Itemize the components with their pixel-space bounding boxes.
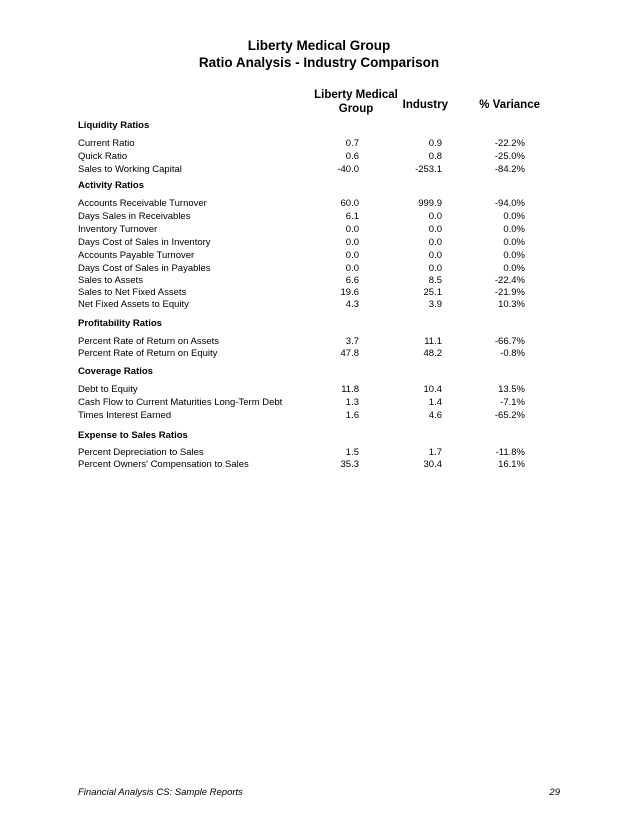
row-company-value: 1.6 xyxy=(345,410,359,421)
row-industry-value: 0.0 xyxy=(428,263,442,274)
row-label: Current Ratio xyxy=(78,138,135,149)
row-label: Percent Rate of Return on Equity xyxy=(78,348,218,359)
column-header-company-line1: Liberty Medical xyxy=(314,89,398,101)
row-label: Sales to Net Fixed Assets xyxy=(78,287,187,298)
row-label: Days Sales in Receivables xyxy=(78,211,191,222)
row-company-value: -40.0 xyxy=(337,164,359,175)
row-company-value: 0.6 xyxy=(345,151,359,162)
row-company-value: 0.0 xyxy=(345,263,359,274)
row-variance-value: -7.1% xyxy=(500,397,525,408)
row-label: Days Cost of Sales in Payables xyxy=(78,263,211,274)
footer-page-number: 29 xyxy=(549,787,560,798)
table-row xyxy=(0,287,638,299)
table-row xyxy=(0,275,638,287)
row-industry-value: 48.2 xyxy=(423,348,442,359)
row-variance-value: 16.1% xyxy=(498,459,525,470)
table-row xyxy=(0,151,638,163)
row-variance-value: -66.7% xyxy=(494,336,525,347)
section-heading-coverage: Coverage Ratios xyxy=(78,366,153,377)
row-company-value: 0.7 xyxy=(345,138,359,149)
row-industry-value: 0.0 xyxy=(428,224,442,235)
table-row xyxy=(0,410,638,422)
row-variance-value: 0.0% xyxy=(503,211,525,222)
row-company-value: 60.0 xyxy=(340,198,359,209)
table-row xyxy=(0,299,638,311)
row-company-value: 1.5 xyxy=(345,447,359,458)
row-company-value: 47.8 xyxy=(340,348,359,359)
row-industry-value: 3.9 xyxy=(428,299,442,310)
row-variance-value: 0.0% xyxy=(503,224,525,235)
row-label: Quick Ratio xyxy=(78,151,128,162)
row-variance-value: -25.0% xyxy=(494,151,525,162)
row-company-value: 1.3 xyxy=(345,397,359,408)
row-industry-value: 1.7 xyxy=(428,447,442,458)
row-variance-value: -65.2% xyxy=(494,410,525,421)
table-row xyxy=(0,336,638,348)
table-row xyxy=(0,211,638,223)
report-title: Ratio Analysis - Industry Comparison xyxy=(198,55,440,70)
row-company-value: 6.1 xyxy=(345,211,359,222)
row-variance-value: 10.3% xyxy=(498,299,525,310)
row-label: Days Cost of Sales in Inventory xyxy=(78,237,211,248)
row-company-value: 19.6 xyxy=(340,287,359,298)
table-row xyxy=(0,237,638,249)
section-heading-liquidity: Liquidity Ratios xyxy=(78,120,150,131)
row-company-value: 4.3 xyxy=(345,299,359,310)
row-company-value: 0.0 xyxy=(345,250,359,261)
table-row xyxy=(0,447,638,459)
row-variance-value: -22.4% xyxy=(494,275,525,286)
row-industry-value: 11.1 xyxy=(424,336,442,347)
row-label: Accounts Receivable Turnover xyxy=(78,198,207,209)
report-company-title: Liberty Medical Group xyxy=(247,38,391,53)
row-label: Debt to Equity xyxy=(78,384,138,395)
row-industry-value: 0.0 xyxy=(428,211,442,222)
row-company-value: 35.3 xyxy=(340,459,359,470)
row-variance-value: -21.9% xyxy=(494,287,525,298)
row-company-value: 3.7 xyxy=(345,336,359,347)
column-header-company-line2: Group xyxy=(338,103,374,115)
table-row xyxy=(0,263,638,275)
section-heading-profitability: Profitability Ratios xyxy=(78,318,162,329)
row-label: Accounts Payable Turnover xyxy=(78,250,195,261)
row-company-value: 6.6 xyxy=(345,275,359,286)
table-row xyxy=(0,459,638,471)
column-header-industry: Industry xyxy=(402,99,448,111)
table-row xyxy=(0,397,638,409)
row-industry-value: 10.4 xyxy=(423,384,442,395)
row-industry-value: 30.4 xyxy=(423,459,442,470)
row-variance-value: 13.5% xyxy=(498,384,525,395)
row-label: Percent Owners' Compensation to Sales xyxy=(78,459,249,470)
section-heading-expense-to-sales: Expense to Sales Ratios xyxy=(78,430,188,441)
row-variance-value: 0.0% xyxy=(503,250,525,261)
row-industry-value: 0.8 xyxy=(428,151,442,162)
row-variance-value: -22.2% xyxy=(494,138,525,149)
row-label: Sales to Assets xyxy=(78,275,143,286)
row-variance-value: 0.0% xyxy=(503,237,525,248)
column-header-variance: % Variance xyxy=(479,99,540,111)
row-label: Sales to Working Capital xyxy=(78,164,182,175)
row-label: Percent Depreciation to Sales xyxy=(78,447,204,458)
row-company-value: 11.8 xyxy=(341,384,359,395)
row-industry-value: 25.1 xyxy=(423,287,442,298)
row-industry-value: 0.0 xyxy=(428,250,442,261)
row-company-value: 0.0 xyxy=(345,237,359,248)
footer-document-name: Financial Analysis CS: Sample Reports xyxy=(78,787,243,798)
row-variance-value: -11.8% xyxy=(495,447,525,458)
row-variance-value: -0.8% xyxy=(500,348,525,359)
row-industry-value: 8.5 xyxy=(428,275,442,286)
row-industry-value: -253.1 xyxy=(415,164,442,175)
row-industry-value: 1.4 xyxy=(428,397,442,408)
table-row xyxy=(0,348,638,360)
row-industry-value: 0.9 xyxy=(428,138,442,149)
table-row xyxy=(0,198,638,210)
section-heading-activity: Activity Ratios xyxy=(78,180,144,191)
row-industry-value: 4.6 xyxy=(428,410,442,421)
table-row xyxy=(0,224,638,236)
row-label: Inventory Turnover xyxy=(78,224,158,235)
table-row xyxy=(0,250,638,262)
table-row xyxy=(0,138,638,150)
row-label: Percent Rate of Return on Assets xyxy=(78,336,219,347)
table-row xyxy=(0,164,638,176)
row-variance-value: -84.2% xyxy=(494,164,525,175)
row-variance-value: 0.0% xyxy=(503,263,525,274)
row-variance-value: -94.0% xyxy=(494,198,525,209)
table-row xyxy=(0,384,638,396)
row-company-value: 0.0 xyxy=(345,224,359,235)
row-industry-value: 0.0 xyxy=(428,237,442,248)
row-industry-value: 999.9 xyxy=(418,198,442,209)
row-label: Cash Flow to Current Maturities Long-Term Debt xyxy=(78,397,283,408)
row-label: Times Interest Earned xyxy=(78,410,172,421)
row-label: Net Fixed Assets to Equity xyxy=(78,299,189,310)
